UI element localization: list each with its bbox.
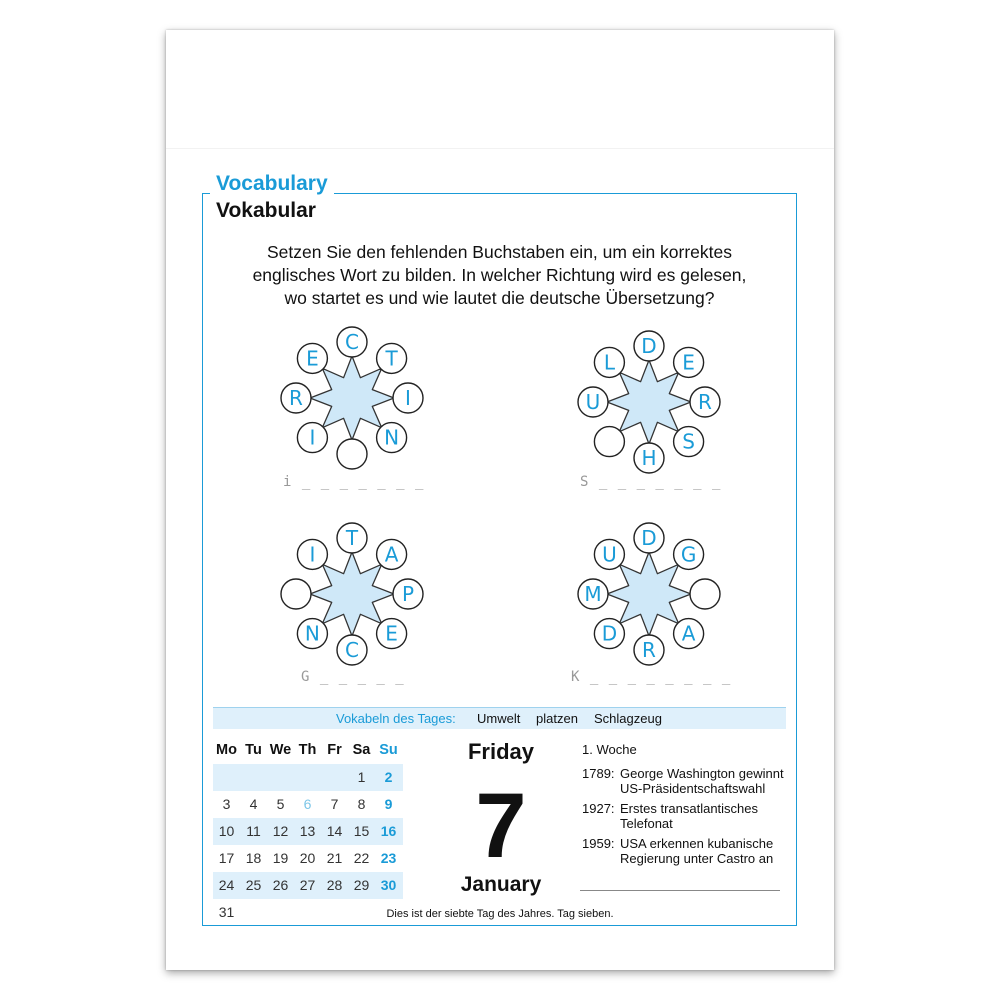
calendar-week-row [213, 872, 403, 899]
calendar-week-row [213, 845, 403, 872]
vocab-word: platzen [536, 711, 578, 726]
event-year: 1959: [582, 836, 615, 851]
weekday-header: We [269, 742, 292, 758]
weekday-name: Friday [467, 739, 535, 764]
wheel-letter: N [384, 425, 400, 450]
wheel-letter: D [601, 621, 618, 646]
letter-wheel [578, 523, 720, 665]
wheel-letter: R [289, 386, 303, 410]
calendar-day[interactable]: 12 [272, 823, 289, 839]
calendar-day[interactable]: 20 [299, 850, 316, 866]
calendar-day[interactable]: 27 [299, 877, 316, 893]
wheel-letter: T [385, 346, 398, 371]
calendar-day[interactable]: 18 [245, 850, 262, 866]
title-german: Vokabular [216, 199, 316, 222]
calendar-day[interactable]: 8 [357, 796, 366, 812]
instruction-line: wo startet es und wie lautet die deutsche Übersetzung? [284, 288, 715, 308]
month-name: January [460, 873, 542, 896]
wheel-letter: M [584, 582, 602, 606]
event-text: USA erkennen kubanische Regierung unter Castro an [620, 836, 774, 866]
calendar-day[interactable]: 25 [245, 877, 262, 893]
calendar-day[interactable]: 4 [249, 796, 258, 812]
weekday-header: Sa [352, 742, 371, 758]
empty-letter-circle[interactable] [337, 439, 367, 469]
calendar-day[interactable]: 5 [276, 796, 285, 812]
instruction-line: englisches Wort zu bilden. In welcher Richtung wird es gelesen, [252, 265, 747, 285]
calendar-day[interactable]: 22 [353, 850, 370, 866]
weekday-header: Su [379, 742, 398, 758]
calendar-day[interactable]: 9 [384, 796, 393, 812]
empty-letter-circle[interactable] [594, 427, 624, 457]
calendar-day[interactable]: 16 [380, 823, 397, 839]
calendar-day[interactable]: 1 [357, 769, 366, 785]
letter-wheel [281, 523, 423, 665]
event-item [582, 766, 790, 796]
calendar-day[interactable]: 7 [330, 796, 339, 812]
wheel-letter: I [405, 386, 411, 410]
wheel-letter: E [306, 346, 319, 371]
empty-letter-circle[interactable] [690, 579, 720, 609]
wheel-letter: C [345, 638, 359, 662]
calendar-week-row [213, 899, 403, 926]
calendar-day[interactable]: 29 [353, 877, 370, 893]
calendar-day[interactable]: 31 [218, 904, 235, 920]
wheel-letter: D [641, 526, 657, 550]
wheel-letter: R [642, 638, 656, 662]
event-text: George Washington gewinnt US-Präsidentschaftswahl [620, 766, 784, 796]
wheel-letter: R [698, 390, 712, 414]
wheel-letter: T [345, 526, 359, 550]
footer-note: Dies ist der siebte Tag des Jahres. Tag sieben. [386, 908, 614, 920]
wheel-letter: I [309, 425, 316, 450]
calendar-day[interactable]: 23 [380, 850, 397, 866]
calendar-day[interactable]: 3 [222, 796, 231, 812]
wheel-letter: G [680, 542, 697, 567]
wheel-letter: E [385, 621, 398, 646]
wheel-letter: S [682, 429, 695, 454]
vocab-of-the-day [213, 707, 786, 729]
empty-letter-circle[interactable] [281, 579, 311, 609]
wheel-letter: A [681, 621, 696, 646]
weekday-header: Mo [216, 742, 237, 758]
event-year: 1927: [582, 801, 615, 816]
wheel-letter: U [602, 542, 617, 567]
wheel-letter: D [641, 334, 657, 358]
calendar-day[interactable]: 10 [218, 823, 235, 839]
event-item [582, 801, 790, 831]
calendar-day[interactable]: 28 [326, 877, 343, 893]
calendar-day[interactable]: 17 [218, 850, 235, 866]
calendar-day[interactable]: 15 [353, 823, 370, 839]
answer-hint-1: i _ _ _ _ _ _ _ [283, 474, 425, 490]
wheel-letter: U [585, 390, 601, 414]
weekday-header-row [213, 737, 403, 764]
wheel-letter: I [309, 542, 316, 567]
instruction-line: Setzen Sie den fehlenden Buchstaben ein, um ein korrektes [266, 242, 733, 262]
calendar-day[interactable]: 2 [384, 769, 393, 785]
calendar-day[interactable]: 26 [272, 877, 289, 893]
vocab-word: Schlagzeug [594, 711, 662, 726]
title-english: Vocabulary [210, 171, 334, 197]
answer-hint-4: K _ _ _ _ _ _ _ _ [571, 669, 732, 685]
vocab-label: Vokabeln des Tages: [336, 711, 456, 726]
events-list [582, 742, 790, 871]
event-year: 1789: [582, 766, 615, 781]
answer-hint-2: S _ _ _ _ _ _ _ [580, 474, 722, 490]
events-divider [580, 890, 780, 891]
event-item [582, 836, 790, 866]
calendar-day[interactable]: 6 [303, 796, 312, 812]
calendar-day[interactable]: 21 [326, 850, 343, 866]
event-text: Erstes transatlantisches Telefonat [620, 801, 759, 831]
vocab-word: Umwelt [477, 711, 521, 726]
weekday-header: Tu [245, 742, 262, 758]
wheel-letter: H [641, 446, 657, 470]
weekday-header: Th [298, 742, 317, 758]
wheel-letter: P [401, 582, 415, 606]
wheel-letter: L [603, 350, 615, 375]
calendar-week-row [213, 764, 403, 791]
wheel-letter: A [384, 542, 399, 567]
calendar-day[interactable]: 30 [380, 877, 397, 893]
letter-wheel [578, 331, 720, 473]
calendar-day[interactable]: 13 [299, 823, 316, 839]
calendar-day[interactable]: 11 [246, 823, 261, 839]
week-label: 1. Woche [582, 742, 637, 757]
month-calendar [213, 737, 403, 926]
calendar-week-row [213, 791, 403, 818]
wheel-letter: N [304, 621, 320, 646]
calendar-day[interactable]: 24 [218, 877, 235, 893]
day-number: 7 [475, 775, 527, 877]
letter-wheel [281, 327, 423, 469]
weekday-header: Fr [327, 742, 342, 758]
calendar-day[interactable]: 14 [326, 823, 343, 839]
calendar-week-row [213, 818, 403, 845]
wheel-letter: C [345, 330, 359, 354]
calendar-day[interactable]: 19 [272, 850, 289, 866]
answer-hint-3: G _ _ _ _ _ [301, 669, 405, 685]
wheel-letter: E [682, 350, 695, 375]
